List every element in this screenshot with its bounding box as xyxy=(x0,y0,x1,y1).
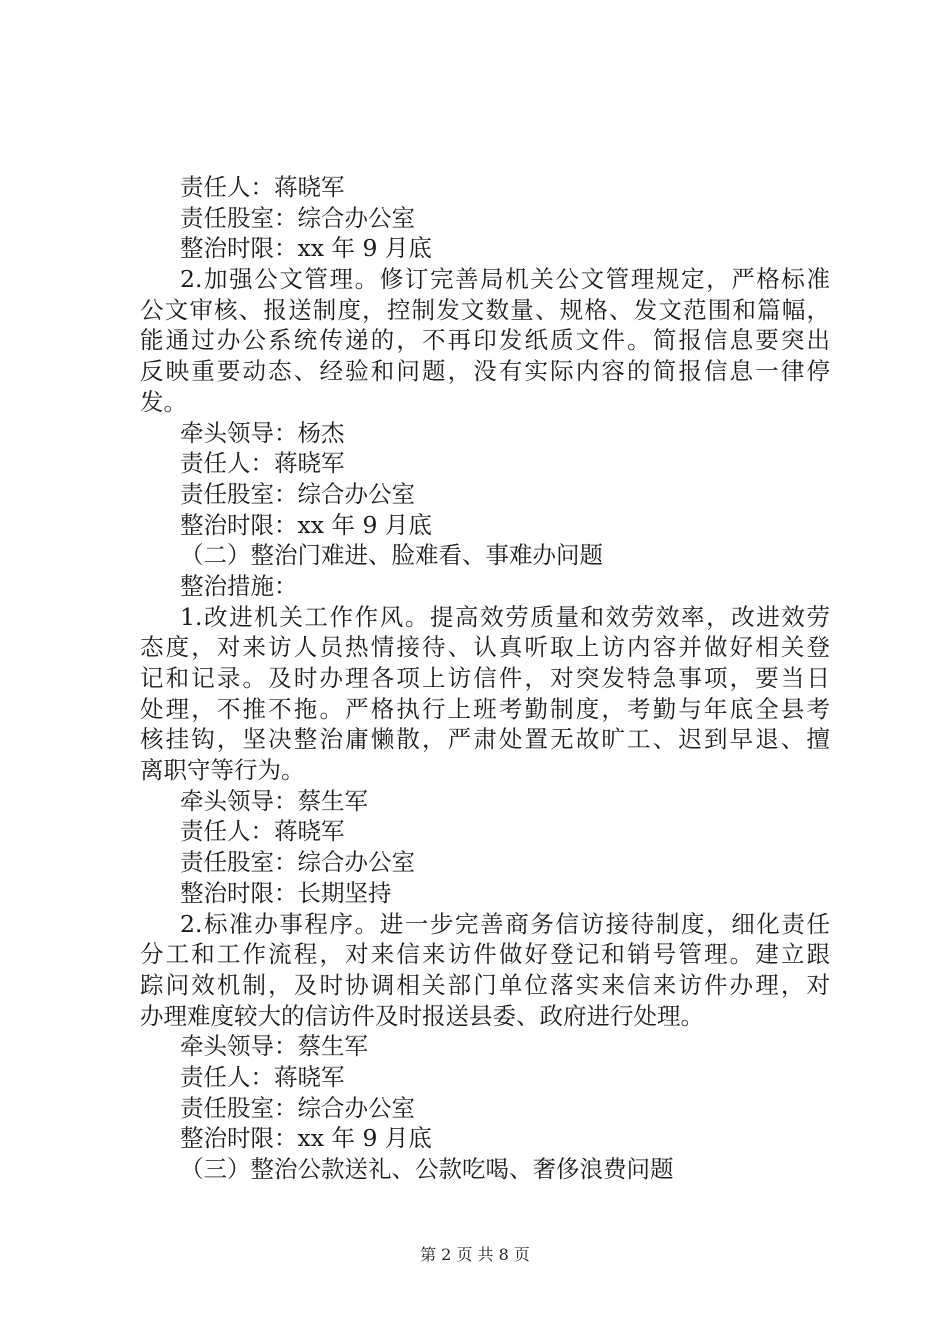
text-line: （三）整治公款送礼、公款吃喝、奢侈浪费问题 xyxy=(180,1155,674,1183)
text-line: 责任股室：综合办公室 xyxy=(180,848,415,877)
text-line: 2.标准办事程序。进一步完善商务信访接待制度，细化责任 xyxy=(180,909,830,938)
text-line: 责任人：蒋晓军 xyxy=(180,449,345,478)
text-line: 整治措施： xyxy=(180,571,298,600)
page-footer: 第 2 页 共 8 页 xyxy=(420,1245,530,1264)
text-line: 处理，不推不拖。严格执行上班考勤制度，考勤与年底全县考 xyxy=(140,694,830,723)
document-body xyxy=(140,172,830,1185)
text-line: 牵头领导：蔡生军 xyxy=(180,786,368,815)
text-line: 整治时限：长期坚持 xyxy=(180,878,392,907)
text-line: 责任人：蒋晓军 xyxy=(180,173,345,201)
text-line: 离职守等行为。 xyxy=(140,756,305,785)
text-line: 记和记录。及时办理各项上访信件，对突发特急事项，要当日 xyxy=(140,664,830,692)
text-line: （二）整治门难进、脸难看、事难办问题 xyxy=(180,541,603,570)
text-line: 整治时限：xx 年 9 月底 xyxy=(180,1124,432,1153)
text-line: 整治时限：xx 年 9 月底 xyxy=(180,234,432,263)
text-line: 能通过办公系统传递的，不再印发纸质文件。简报信息要突出 xyxy=(140,326,830,355)
text-line: 责任人：蒋晓军 xyxy=(180,1062,345,1091)
text-line: 反映重要动态、经验和问题，没有实际内容的简报信息一律停 xyxy=(140,357,830,386)
text-line: 分工和工作流程，对来信来访件做好登记和销号管理。建立跟 xyxy=(140,940,830,969)
text-line: 公文审核、报送制度，控制发文数量、规格、发文范围和篇幅， xyxy=(140,295,830,324)
text-line: 态度，对来访人员热情接待、认真听取上访内容并做好相关登 xyxy=(140,633,830,662)
text-line: 责任人：蒋晓军 xyxy=(180,817,345,846)
text-line: 整治时限：xx 年 9 月底 xyxy=(180,510,432,539)
text-line: 发。 xyxy=(140,387,187,416)
text-line: 办理难度较大的信访件及时报送县委、政府进行处理。 xyxy=(140,1001,704,1030)
text-line: 责任股室：综合办公室 xyxy=(180,479,415,508)
text-line: 牵头领导：蔡生军 xyxy=(180,1032,368,1061)
text-line: 踪问效机制，及时协调相关部门单位落实来信来访件办理，对 xyxy=(140,970,830,999)
text-line: 责任股室：综合办公室 xyxy=(180,1093,415,1122)
text-line: 责任股室：综合办公室 xyxy=(180,203,415,232)
text-line: 牵头领导：杨杰 xyxy=(180,418,345,447)
text-line: 核挂钩，坚决整治庸懒散，严肃处置无故旷工、迟到早退、擅 xyxy=(140,725,830,754)
text-line: 2.加强公文管理。修订完善局机关公文管理规定，严格标准 xyxy=(180,265,830,294)
text-line: 1.改进机关工作作风。提高效劳质量和效劳效率，改进效劳 xyxy=(180,602,830,631)
